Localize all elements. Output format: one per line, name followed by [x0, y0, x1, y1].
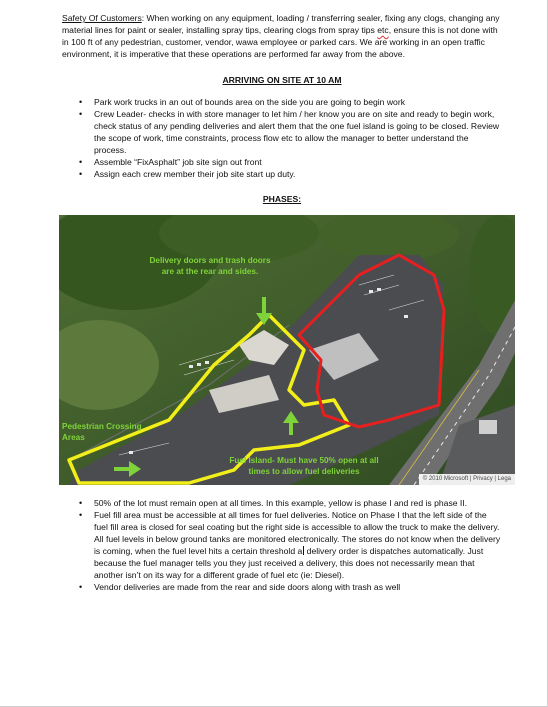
aerial-site-photo — [59, 215, 515, 485]
safety-heading: Safety Of Customers — [62, 13, 142, 23]
list-item: • 50% of the lot must remain open at all times. In this example, yellow is phase I and red is phase II. — [62, 497, 502, 509]
doors-label: Delivery doors and trash doors are at the rear and sides. — [149, 256, 271, 276]
list-item: • Park work trucks in an out of bounds area on the side you are going to begin work — [62, 96, 502, 108]
fuel-island-label: Fuel Island- Must have 50% open at all times to allow fuel deliveries — [229, 456, 379, 476]
spellcheck-word: etc — [377, 25, 389, 35]
map-copyright: © 2010 Microsoft | Privacy | Lega — [419, 474, 515, 485]
arriving-list — [62, 96, 502, 180]
safety-paragraph: Safety Of Customers: When working on any equipment, loading / transferring sealer, fixing any clogs, changing any material lines for paint or sealer, installing spray tips, clearing clogs from spray tips etc, ensure this is not done with in 100 ft of any pedestrian, customer, vendor, wawa employee or parked cars. We are working in an open traffic environment, it is imperative that these operations are performed far away from the above. — [62, 13, 500, 59]
pedestrian-label: Pedestrian Crossing Areas — [62, 422, 142, 442]
adjacent-building — [479, 420, 497, 434]
document-body — [62, 12, 511, 593]
list-item: • Crew Leader- checks in with store manager to let him / her know you are on site and ready to begin work, check status of any pending deliveries and alert them that the one fuel island is going to be closed. Review the scope of work, time constraints, process flow etc to allow the manager to better understand the process. — [62, 108, 502, 156]
safety-text-b: , ensure this is not done with in 100 ft of any pedestrian, customer, vendor, wawa employee or parked cars. We are working in an open traffic environment, it is imperative that these operations are performed far away from the above. — [62, 25, 498, 59]
list-item: • Assign each crew member their job site start up duty. — [62, 168, 502, 180]
safety-text-a: When working on any equipment, loading / transferring sealer, fixing any clogs, changing any material lines for paint or sealer, installing spray tips, clearing clogs from spray tips — [62, 13, 500, 35]
list-item: • Vendor deliveries are made from the rear and side doors along with trash as well — [62, 581, 502, 593]
arriving-heading: ARRIVING ON SITE AT 10 AM — [222, 75, 342, 85]
aerial-map-graphic — [59, 215, 515, 485]
phases-list — [62, 497, 502, 593]
list-item: • Assemble “FixAsphalt” job site sign out front — [62, 156, 502, 168]
phases-heading: PHASES: — [262, 194, 302, 204]
list-item: • Fuel fill area must be accessible at all times for fuel deliveries. Notice on Phase I that the left side of the fuel fill area is closed for seal coating but the right side is accessible to allow the truck to make the delivery. All fuel levels in below ground tanks are monitored electronically. The stores do not know when the delivery is coming, when the fuel level hits a certain threshold a delivery order is dispatches automatically. Just because the fuel manager tells you they just received a delivery, this does not necessarily mean that another isn’t on its way for a different grade of fuel etc (ie: Diesel). — [62, 509, 502, 581]
